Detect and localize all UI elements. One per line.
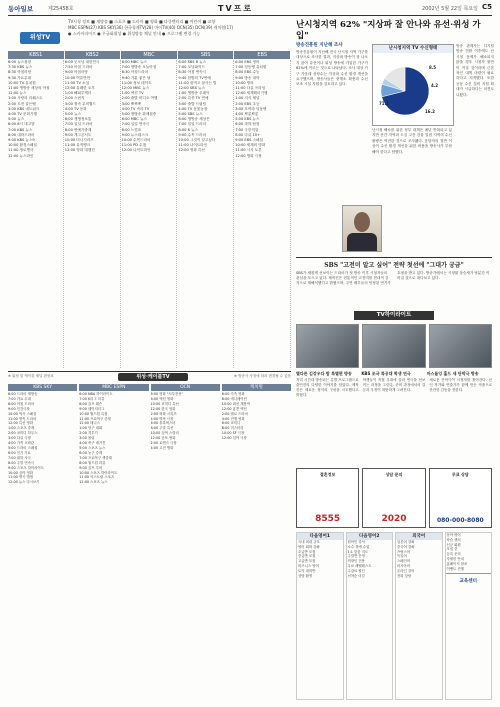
satellite-row: 8:00 골프 레슨 — [79, 401, 103, 406]
ad-phone-number: 8555 — [315, 514, 341, 524]
classified-row: 1:1 맞춤 지도 — [347, 549, 369, 554]
satellite-row: 11:00 프로야구 중계 — [79, 416, 111, 421]
satellite-column — [222, 384, 291, 702]
schedule-row: 11:00 생방송 세상의 아침 — [8, 86, 50, 91]
highlight-body: 새로운 단막극이 시청자를 찾아간다. 신인 작가와 연출가가 함께 만든 작품으로 잔잔한 감동을 전한다. — [429, 378, 493, 392]
satellite-row: 9:00 골프 투어 — [79, 465, 103, 470]
schedule-column — [235, 60, 291, 368]
satellite-channel-head: MBC ESPN — [79, 384, 148, 391]
satellite-row: 10:00 심야 영화 — [8, 470, 34, 475]
schedule-row: 2:00 도전 골든벨 — [8, 101, 36, 106]
schedule-row: 6:00 MBC 뉴스 — [121, 117, 147, 122]
schedule-row: 9:00 EBS 스페셜 — [235, 138, 263, 143]
schedule-row: 3:00 출발 드림팀 — [178, 101, 207, 106]
satellite-row: 10:00 코미디 특선 — [150, 401, 179, 406]
schedule-row: 7:30 KBS 뉴스 — [8, 65, 33, 70]
schedule-row: 8:00 느낌표 — [121, 127, 142, 132]
schedule-row: 6:00 SBS 8 뉴스 — [178, 60, 207, 64]
satellite-row: 12:00 스포츠 뉴스 — [79, 480, 108, 485]
schedule-row: 1:00 지식 채널 — [235, 96, 260, 101]
satellite-channel-head: 캐치원 — [222, 384, 291, 391]
classified-row: 초급반 모집 — [298, 549, 316, 554]
schedule-row: 2:00 특종 TV 연예 — [178, 96, 209, 101]
schedule-row: 10:00 환경스페셜 — [8, 143, 37, 148]
issue-date: 2002년 5월 22일 목요일 — [421, 6, 478, 12]
satellite-row: 2:00 로맨스 극장 — [150, 441, 177, 446]
satellite-row: 6:00 농구 중계 — [79, 450, 103, 455]
tv-highlight-header — [296, 310, 492, 322]
article-subhead: 방송진흥원 지난해 조사 — [296, 43, 343, 48]
schedule-row: 9:00 방송 대학 — [235, 75, 260, 80]
satellite-row: 10:00 스포츠 하이라이트 — [79, 470, 118, 475]
schedule-row: 6:00 과학 탐험 — [235, 122, 260, 127]
schedule-row: 12:00 유쾌한 오후 — [64, 86, 95, 91]
classified-column — [346, 532, 394, 700]
satellite-row: 3:00 볼링 — [79, 436, 95, 441]
portrait-face — [354, 212, 370, 232]
satellite-schedule — [8, 384, 291, 702]
schedule-row: 9:00 KBS 뉴스9 — [8, 138, 35, 143]
satellite-column — [79, 384, 148, 702]
schedule-row: 12:00 뉴스라인 — [8, 153, 34, 158]
schedule-row: 7:50 아침 드라마 — [64, 65, 93, 70]
satellite-column — [8, 384, 77, 702]
display-ad — [362, 468, 425, 528]
pie-label: 71.1 — [379, 101, 389, 106]
satellite-row: 4:00 고전 명화 — [150, 445, 174, 450]
classified-ad: 교육센터 — [446, 573, 492, 614]
schedule-row: 3:00 접속 무비월드 — [64, 101, 96, 106]
satellite-row: 5:00 드라마 스페셜 — [8, 445, 38, 450]
schedule-row: 8:00 다큐 10+ — [235, 132, 261, 137]
satellite-row: 4:00 전쟁 영화 — [221, 416, 245, 421]
classified-row: 스페인어 — [397, 559, 411, 564]
ad-phone-number: 080-000-8080 — [436, 517, 484, 524]
satellite-row: 4:00 가족 오락관 — [8, 441, 35, 446]
schedule-row: 2:00 출발 비디오 여행 — [121, 96, 158, 101]
article-body-col2: 난시청 해소를 위한 정부 대책은 매년 반복되고 있지만 산간 지역과 도심 고층 건물 밀집 지역의 수신 불량은 여전한 것으로 조사됐다. 응답자의 절반 이상이 수신 환경 개선을 위한 비용을 방송사가 부담해야 한다고 답했다. — [372, 128, 452, 154]
schedule-row: 6:00 MBC 뉴스 — [121, 60, 147, 64]
classified-row: 모집 중 — [446, 547, 458, 552]
classified-row: 토익 대비반 — [298, 568, 316, 573]
satellite-row: 6:00 코미디 — [221, 421, 241, 426]
schedule-row: 6:00 생생정보통 — [64, 117, 92, 122]
highlight-title: 별다른 김강우다 밤 특별편 방송 — [296, 371, 352, 376]
classified-row: 주말반 운영 — [347, 554, 365, 559]
schedule-row: 10:00 명의 — [235, 80, 254, 85]
schedule-row: 7:00 일일 드라마 — [64, 122, 93, 127]
legend-lines — [68, 19, 291, 37]
highlight-photos — [296, 324, 492, 368]
classifieds — [296, 532, 492, 700]
paper-name: 동아일보 — [8, 5, 34, 13]
satellite-row: 6:00 드라마 재방송 — [8, 392, 38, 396]
schedule-row: 5:00 생방송 화제집중 — [121, 112, 157, 117]
satellite-row: 6:00 영화 "서부전선" — [150, 392, 184, 396]
display-ad — [296, 468, 359, 528]
display-ads — [296, 468, 492, 528]
highlight-title: KBS 조국 특공대 학생 연극 — [361, 371, 411, 376]
schedule-row: 6:00 굿모닝 대한민국 — [64, 60, 100, 64]
sbs-headline: SBS "고전미 알고 싶어" 전략 첫선에 "그대가 궁금" — [324, 262, 464, 269]
schedule-row: 12:00 SBS 뉴스 — [178, 86, 205, 91]
section-title: TV프로 — [218, 4, 254, 13]
schedule-row: 9:00 뉴스데스크 — [121, 132, 149, 137]
schedule-row: 12:00 MBC 뉴스 — [121, 86, 150, 91]
highlight-bodies — [296, 378, 492, 468]
schedule-row: 11:00 다큐 프라임 — [235, 86, 266, 91]
schedule-row: 12:00 명화 극장 — [235, 153, 262, 158]
pie-label: 4.2 — [431, 83, 439, 88]
classified-row: 등록 문의 — [446, 552, 461, 557]
issue-number: 제25458호 — [48, 6, 74, 12]
article-body-col3: 방송 관계자는 디지털 방송 전환 이후에도 난시청 문제가 해소되지 않을 경우 시청자 불만이 커질 것이라며 근본적인 대책 마련이 필요하다고 지적했다. 또한 공동 수신 설비 지원 확대가 시급하다는 의견도 나왔다. — [456, 44, 494, 97]
schedule-row: 1:00 섹션 TV — [121, 91, 144, 96]
classified-row: 선착순 마감 — [347, 573, 365, 578]
schedule-row: 7:00 생방송 오늘아침 — [121, 65, 157, 70]
schedule-row: 11:00 시사 토론 — [235, 148, 262, 153]
schedule-row: 9:00 아침마당 — [64, 70, 88, 75]
schedule-row: 12:00 뉴스 — [8, 91, 27, 96]
classified-column — [296, 532, 344, 700]
pie-label: 16.2 — [425, 109, 435, 114]
sbs-article — [296, 257, 492, 308]
classified-row: 자세한 안내 — [446, 556, 464, 561]
satellite-row: 12:00 홍콩 액션 — [221, 406, 247, 411]
classified-row: 온라인 강의 — [397, 568, 415, 573]
classified-head: 다음영어1 — [297, 533, 343, 540]
satellite-row: 2:00 격투기 — [79, 431, 98, 436]
schedule-row: 7:00 모닝와이드 — [178, 65, 205, 70]
schedule-row: 4:00 TV 동물농장 — [178, 106, 208, 111]
schedule-row: 5:00 뉴스 — [64, 112, 81, 117]
masthead — [8, 3, 492, 16]
survey-pie — [375, 59, 451, 121]
schedule-row: 9:00 개그콘서트 — [64, 132, 92, 137]
schedule-row: 2:00 EBS 초등 — [235, 101, 260, 106]
schedule-row: 7:00 극한직업 — [235, 127, 259, 132]
schedule-row: 1:00 해피투게더 — [64, 91, 92, 96]
classified-row: 동아 영어 — [446, 533, 461, 537]
classified-row: 직장인 전용 — [347, 559, 365, 564]
satellite-row: 8:00 아침 드라마 — [8, 401, 35, 406]
schedule-column — [178, 60, 234, 368]
schedule-row: 11:00 정보 데이트 — [121, 80, 152, 85]
classified-row: 무료 레벨테스트 — [347, 563, 372, 568]
satellite-row: 7:00 가요 무대 — [8, 396, 31, 401]
schedule-row: 7:00 KBS 뉴스 — [8, 127, 33, 132]
schedule-row: 9:40 기분 좋은 날 — [121, 75, 151, 80]
schedule-row: 5:00 SBS 뉴스 — [178, 112, 203, 117]
schedule-row: 10:00 TV 유치원 — [8, 80, 36, 85]
satellite-note-right: ※ 방송사 사정에 따라 변경될 수 있음 — [234, 374, 291, 378]
satellite-row: 8:00 액션 영화 — [150, 396, 174, 401]
classified-row: 일본어 강좌 — [397, 540, 415, 544]
satellite-header — [8, 371, 291, 381]
portrait-suit — [347, 233, 377, 251]
pie-label: 8.5 — [429, 65, 437, 70]
ad-tag: 상담 문의 — [385, 472, 403, 477]
satellite-channel-head: KBS SKY — [8, 384, 77, 391]
satellite-row: 9:00 인간극장 — [8, 406, 30, 411]
satellite-row: 11:00 명곡 앨범 — [8, 475, 34, 480]
channel-label: EBS — [234, 51, 291, 59]
schedule-row: 3:00 KBS 네트워크 — [8, 106, 40, 111]
ad-tag: 결혼정보 — [319, 472, 336, 477]
satellite-row: 1:00 당구 대회 — [79, 426, 103, 431]
satellite-row: 12:00 공포 영화 — [150, 436, 176, 441]
satellite-row: 6:00 인기 가요 — [8, 450, 31, 455]
schedule-row: 10:00 세계의 명화 — [235, 143, 266, 148]
satellite-row: 5:00 스포츠 뉴스 — [79, 445, 106, 450]
satellite-row: 7:00 프로야구 생중계 — [79, 455, 112, 460]
schedule-row: 6:00 EBS 영어 — [235, 60, 260, 64]
classified-row: 신규 회원 — [446, 542, 461, 547]
satellite-row: 11:00 익스트림 스포츠 — [79, 475, 115, 480]
classified-row: 비즈니스 영어 — [298, 563, 319, 568]
classified-row: 상담 환영 — [298, 573, 313, 578]
sbs-body: SBS가 새롭게 선보이는 드라마가 첫 방송 이후 시청자들의 관심을 모으고 있다. 제작진은 전통적인 고전미를 현대적 감각으로 재해석했다고 밝혔으며, 주연 배우들의 안정된 연기가 호평을 받고 있다. 방송가에서는 시청률 상승세가 당분간 이어질 것으로 내다보고 있다. — [296, 271, 490, 286]
schedule-row: 12:00 세계테마기행 — [235, 91, 268, 96]
schedule-row: 11:00 나이트라인 — [178, 143, 208, 148]
schedule-row: 10:00 미니시리즈 — [64, 138, 94, 143]
satellite-row: 2:00 멜로 드라마 — [221, 411, 248, 416]
schedule-row: 12:00 영화 특선 — [178, 148, 205, 153]
satellite-row: 10:00 심야 스릴러 — [150, 431, 179, 436]
classified-row: 중국어 강좌 — [397, 544, 415, 549]
schedule-row: 8:30 아침드라마 — [121, 70, 149, 75]
satellite-row: 2:00 코미디 하우스 — [8, 431, 38, 436]
article-body-col1: 방송진흥원이 지난해 전국 난시청 지역 가구를 대상으로 조사한 결과, 지상파 방송이 잘 나오지 않아 유선이나 위성 방송에 가입한 가구가 62%에 이르는 것으로 나타났다. 조사 대상 가구 가운데 상당수는 지상파 수신 환경 개선을 요구했으며, 방송사들은 중계소 확충과 수신 보조 시설 지원을 검토하고 있다. — [296, 50, 368, 87]
schedule-row: 7:00 딩동댕 유치원 — [235, 65, 267, 70]
schedule-row: 4:00 TV 속의 TV — [121, 106, 150, 111]
channel-label: SBS — [178, 51, 235, 59]
schedule-row: 1:00 생방송 투데이 — [178, 91, 210, 96]
survey-title: 난시청지역 TV 수신형태 — [373, 45, 453, 53]
schedule-row: 11:00 뮤직뱅크 — [64, 143, 91, 148]
satellite-row: 4:00 명작 극장 — [150, 416, 174, 421]
satellite-row: 8:00 주말 연속극 — [8, 460, 35, 465]
portrait-photo — [342, 205, 382, 252]
satellite-row: 12:00 심야 극장 — [221, 436, 247, 441]
satellite-row: 2:00 외화 시리즈 — [150, 411, 177, 416]
classified-row: 프랑스어 — [397, 549, 411, 554]
classified-column — [445, 532, 493, 700]
schedule-row: 8:00 EBS 수능 — [235, 70, 260, 75]
schedule-row: 7:00 일일 드라마 — [178, 122, 207, 127]
satellite-row: 4:00 축구 매거진 — [79, 441, 106, 446]
schedule-row: 1:00 사랑의 리퀘스트 — [8, 96, 43, 101]
satellite-row: 1:00 스포츠 중계 — [8, 426, 35, 431]
highlight-titles — [296, 371, 492, 377]
classified-row: 독일어 — [397, 554, 407, 559]
satellite-column — [151, 384, 220, 702]
schedule-row: 9:00 수목 드라마 — [178, 132, 207, 137]
classified-column — [395, 532, 443, 700]
satellite-row: 9:00 메이저리그 — [79, 406, 105, 411]
classified-row: 원어민 강사 — [347, 540, 365, 544]
satellite-row: 12:00 특선 영화 — [8, 421, 34, 426]
schedule-row: 4:00 TV 문화기행 — [8, 112, 37, 117]
satellite-bar: 위성·케이블TV — [118, 373, 188, 381]
schedule-row: 6:00 생방송 세상은 — [178, 117, 210, 122]
schedule-row: 12:00 영화 대행진 — [64, 148, 95, 153]
satellite-row: 8:00 월드컵 리뷰 — [79, 460, 106, 465]
classified-row: 학습 센터 — [446, 537, 461, 542]
page-number: C5 — [481, 3, 492, 11]
satellite-channel-head: OCN — [151, 384, 220, 391]
satellite-row: 8:00 주말 특선 — [150, 426, 174, 431]
satellite-row: 10:00 최신 개봉작 — [221, 401, 251, 406]
schedule-column — [122, 60, 178, 368]
schedule-row: 11:00 생로병사 — [8, 148, 34, 153]
satellite-row: 3:00 다큐 극장 — [8, 436, 31, 441]
schedule-row: 8:30 아침마당 — [8, 70, 32, 75]
satellite-row: 7:00 대하 사극 — [8, 455, 31, 460]
legend-line: TV시청 정보 ■ 재방송 ■ 스포츠 ■ 드라마 ■ 영화 ■ 다큐멘터리 ■ 어린이 ■ 교양 — [68, 19, 216, 24]
highlight-photo — [362, 324, 425, 368]
schedule-row: 11:00 TV 소설 — [64, 80, 90, 85]
schedule-row: 10:00 수목드라마 — [121, 138, 151, 143]
tv-schedule-grid — [8, 60, 291, 368]
classified-head: 외국어 — [396, 533, 442, 540]
highlight-title: 마스돌잉 홀드 새 단막극 방송 — [426, 371, 479, 376]
classified-row: 국내 최대 규모 — [298, 540, 320, 544]
highlight-body: 저녁 시간대 방송되는 특별 프로그램으로 출연진의 다양한 이야기를 담았다. 제작진은 새로운 형식의 구성을 시도했다고 밝혔다. — [296, 378, 359, 397]
classified-row: 수강료 할인 — [347, 568, 365, 573]
classified-row: 홈페이지 참조 — [446, 561, 468, 566]
survey-chart — [372, 44, 454, 126]
legend-line: ● 스카이라이프 ● 무궁화위성 ● 위성방송 채널 안내 ● 프로그램 변경 가능 — [68, 31, 201, 36]
satellite-row: 12:00 한국 영화 — [150, 406, 176, 411]
satellite-row: 9:00 스포츠 하이라이트 — [8, 465, 44, 470]
schedule-row: 5:00 뉴스 — [8, 117, 25, 122]
schedule-row: 9:40 한밤의 TV연예 — [178, 75, 211, 80]
display-ad — [429, 468, 492, 528]
schedule-row: 4:00 TV 동화 — [64, 106, 87, 111]
satellite-note-left: ※ 위성 및 케이블 채널 편성표 — [8, 374, 54, 378]
satellite-row: 12:00 테니스 — [79, 421, 100, 426]
classified-row: 고급반 모집 — [298, 559, 316, 564]
satellite-row: 8:00 미스터리 — [221, 426, 244, 431]
classified-row: 중급반 모집 — [298, 554, 316, 559]
classified-row: 영어 회화 강좌 — [298, 544, 320, 549]
highlight-photo — [429, 324, 492, 368]
schedule-row: 8:30 아침 연속극 — [178, 70, 207, 75]
tv-guide-logo: 위성TV — [20, 32, 60, 44]
classified-row: 이벤트 진행 — [446, 566, 464, 571]
classified-head: 다음영어2 — [347, 533, 393, 540]
schedule-row: 6:00 6시 내고향 — [8, 122, 35, 127]
schedule-row: 8:00 8 뉴스 — [178, 127, 198, 132]
highlight-body: 학생들이 직접 무대에 올라 연극을 선보이는 과정을 그린다. 준비 과정에서의 갈등과 우정이 따뜻하게 그려진다. — [362, 378, 426, 392]
schedule-column — [65, 60, 121, 368]
satellite-row: 6:00 NBA 하이라이트 — [79, 392, 113, 396]
tv-guide-legend — [8, 18, 291, 48]
satellite-row: 6:00 가족 영화 — [221, 392, 245, 396]
satellite-row: 10:00 SF 극장 — [221, 431, 245, 436]
schedule-row: 8:00 대하드라마 — [8, 132, 35, 137]
schedule-row: 5:00 EBS 뉴스 — [235, 117, 260, 122]
satellite-row: 12:00 뉴스 다시보기 — [8, 480, 40, 485]
highlight-photo — [296, 324, 359, 368]
schedule-row: 9:30 가요무대 — [8, 75, 32, 80]
ad-tag: 무료 상담 — [451, 472, 469, 477]
ad-phone-number: 2020 — [381, 514, 407, 524]
schedule-row: 11:00 PD 수첩 — [121, 143, 147, 148]
schedule-row: 7:00 일일 연속극 — [121, 122, 150, 127]
satellite-row: 11:00 명작 드라마 — [8, 416, 37, 421]
classified-row: 소수 정예 수업 — [347, 544, 370, 549]
schedule-row: 3:00 뽀뽀뽀 — [121, 101, 142, 106]
schedule-row: 10:00 여유만만 — [64, 75, 91, 80]
satellite-row: 10:00 역사 스페셜 — [8, 411, 37, 416]
channel-label: KBS2 — [65, 51, 122, 59]
schedule-row: 4:00 뽀롱뽀롱 — [235, 112, 259, 117]
schedule-row: 6:00 뉴스광장 — [8, 60, 32, 64]
tv-highlight-bar: TV하이라이트 — [354, 311, 434, 320]
schedule-row: 2:00 스펀지 — [64, 96, 85, 101]
schedule-row: 10:00 그것이 알고싶다 — [178, 138, 216, 143]
satellite-row: 6:00 블록버스터 — [150, 421, 176, 426]
satellite-row: 7:00 K리그 리뷰 — [79, 396, 105, 401]
classified-row: 러시아어 — [397, 563, 411, 568]
schedule-column — [8, 60, 64, 368]
schedule-row: 11:00 잘먹고 잘사는 법 — [178, 80, 217, 85]
classified-row: 전화 상담 — [397, 573, 412, 578]
satellite-row: 10:00 월드컵 특집 — [79, 411, 108, 416]
legend-line: MBC ESPN(27) KBS SKY(36) 한국경제TV(28) 마이TV(40) OCN(35) DCN(39) 캐치원(17) — [68, 25, 234, 30]
schedule-row: 8:00 연예가중계 — [64, 127, 92, 132]
schedule-row: 12:00 나이트라인 — [121, 148, 151, 153]
channel-label: MBC — [121, 51, 178, 59]
channel-label: KBS1 — [8, 51, 65, 59]
schedule-row: 3:00 모여라 딩동댕 — [235, 106, 267, 111]
satellite-row: 8:00 애니메이션 — [221, 396, 247, 401]
channel-header — [8, 51, 291, 59]
article-headline: 난시청지역 62% "지상파 잘 안나와 유선·위성 가입" — [296, 20, 481, 41]
